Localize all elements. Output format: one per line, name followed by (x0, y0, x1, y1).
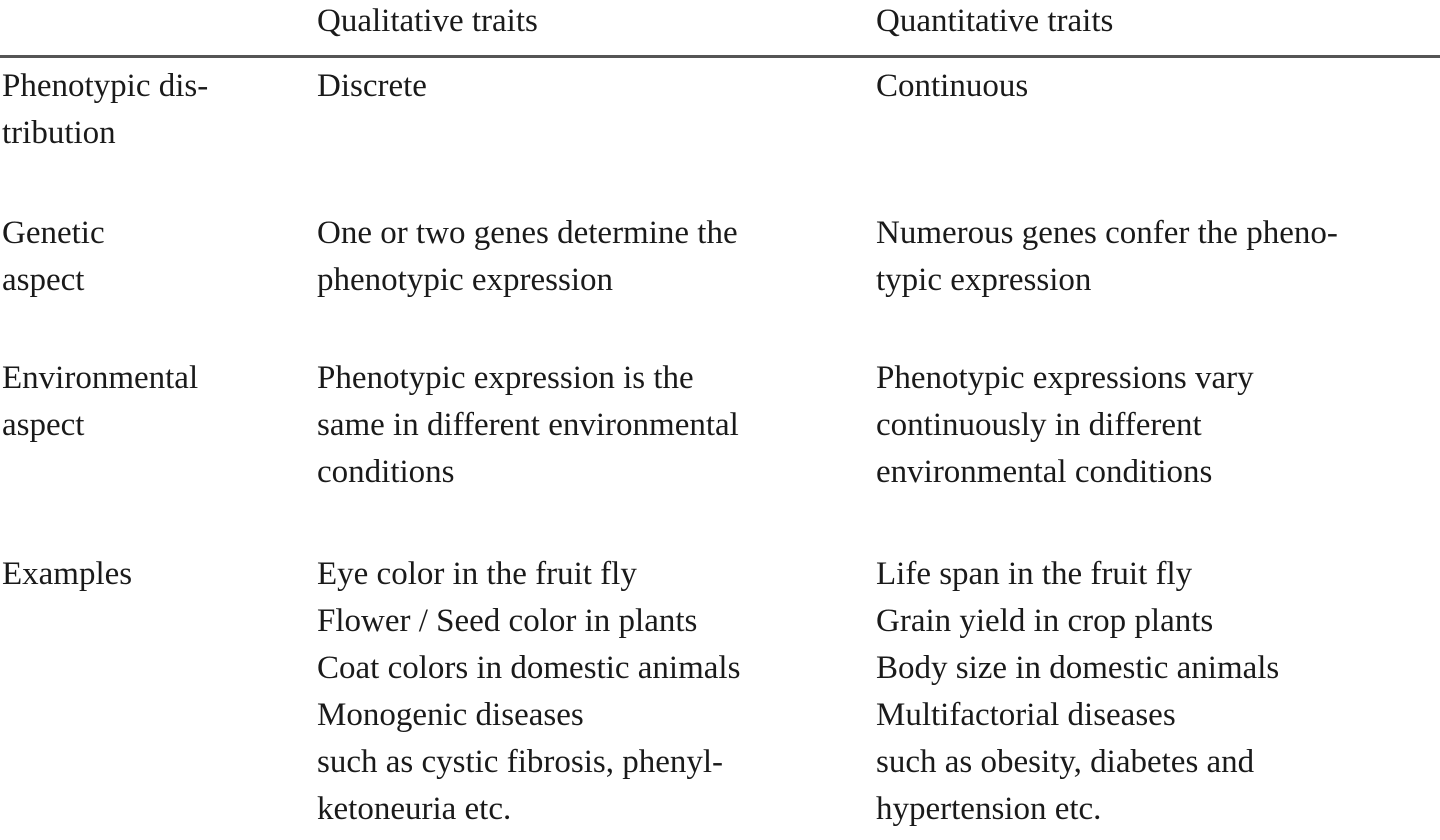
row-label-genetic-aspect: Genetic aspect (2, 215, 105, 298)
cell-quantitative-environmental: Phenotypic expressions vary continuously in different environmental conditions (876, 360, 1254, 490)
cell-quantitative-distribution: Continuous (876, 68, 1029, 104)
header-rule (0, 55, 1440, 58)
row-label-examples: Examples (2, 556, 133, 592)
row-label-phenotypic-distribution: Phenotypic dis- tribution (2, 68, 209, 151)
row-label-environmental-aspect: Environmental aspect (2, 360, 199, 443)
header-qualitative-traits: Qualitative traits (317, 3, 538, 39)
cell-qualitative-examples: Eye color in the fruit fly Flower / Seed color in plants Coat colors in domestic animals Monogenic diseases such as cystic fibrosis, phenyl- ketoneuria etc. (317, 556, 741, 827)
cell-quantitative-examples: Life span in the fruit fly Grain yield in crop plants Body size in domestic animals Multifactorial diseases such as obesity, diabetes and hypertension etc. (876, 556, 1280, 827)
cell-qualitative-genetic: One or two genes determine the phenotypic expression (317, 215, 738, 298)
cell-qualitative-environmental: Phenotypic expression is the same in different environmental conditions (317, 360, 739, 490)
header-quantitative-traits: Quantitative traits (876, 3, 1114, 39)
table-header-row (0, 0, 1440, 56)
cell-qualitative-distribution: Discrete (317, 68, 427, 104)
cell-quantitative-genetic: Numerous genes confer the pheno- typic expression (876, 215, 1338, 298)
